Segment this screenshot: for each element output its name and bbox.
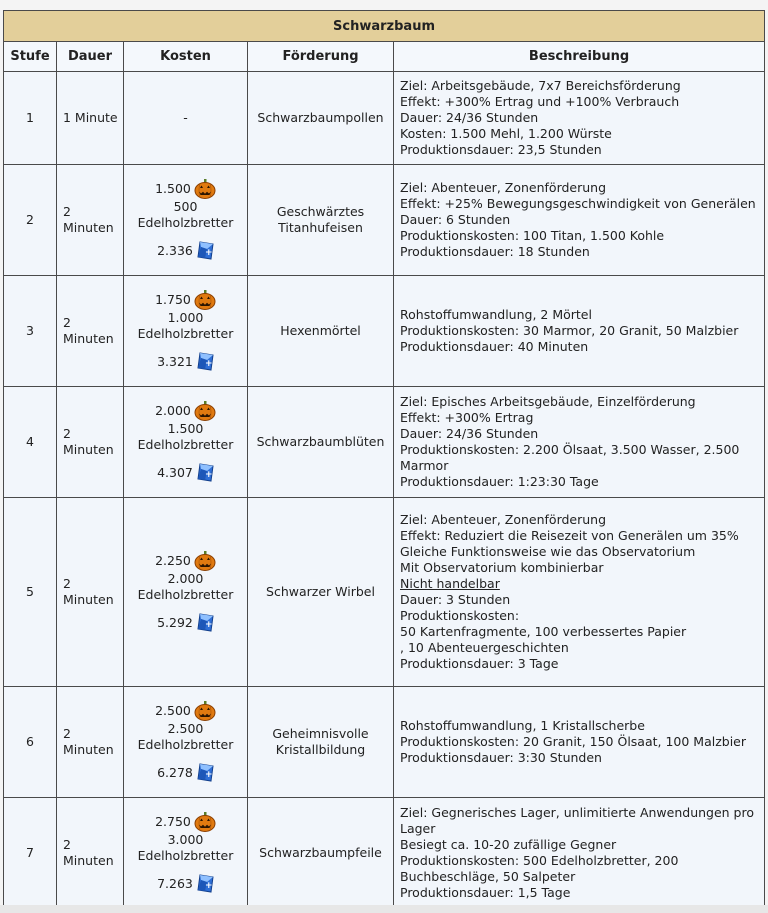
description-line: Ziel: Arbeitsgebäude, 7x7 Bereichsförderung — [400, 78, 681, 93]
svg-text:+: + — [204, 359, 213, 369]
kosten-list — [125, 697, 246, 787]
description-line: Besiegt ca. 10-20 zufällige Gegner — [400, 837, 617, 852]
pumpkin-icon — [194, 551, 216, 571]
pumpkin-amount: 2.250 — [155, 553, 191, 568]
description-line: Mit Observatorium kombinierbar — [400, 560, 604, 575]
description-line: Ziel: Abenteuer, Zonenförderung — [400, 180, 607, 195]
description-line: Produktionskosten: 500 Edelholzbretter, 200 Buchbeschläge, 50 Salpeter — [400, 853, 683, 884]
header-dauer: Dauer — [57, 42, 124, 72]
description-line: Rohstoffumwandlung, 2 Mörtel — [400, 307, 592, 322]
header-stufe: Stufe — [4, 42, 57, 72]
kosten-list — [125, 175, 246, 265]
description-line: Effekt: +300% Ertrag und +100% Verbrauch — [400, 94, 680, 109]
svg-text:+: + — [204, 248, 213, 258]
cell-dauer: 2 Minuten — [57, 687, 124, 798]
cell-stufe: 2 — [4, 165, 57, 276]
kosten-text: - — [183, 110, 188, 125]
pumpkin-cost — [125, 701, 246, 721]
description-line: , 10 Abenteuergeschichten — [400, 640, 569, 655]
table-row — [4, 498, 765, 687]
horizontal-scrollbar-track — [0, 905, 768, 913]
description-line: Dauer: 6 Stunden — [400, 212, 511, 227]
description-line: 50 Kartenfragmente, 100 verbessertes Papier — [400, 624, 687, 639]
description-line: Gleiche Funktionsweise wie das Observatorium — [400, 544, 696, 559]
cell-kosten — [124, 798, 248, 909]
description-line: Effekt: Reduziert die Reisezeit von Generälen um 35% — [400, 528, 739, 543]
gem-amount: 6.278 — [157, 765, 193, 780]
description-line: Effekt: +25% Bewegungsgeschwindigkeit von Generälen — [400, 196, 756, 211]
cell-foerderung: Geheimnisvolle Kristallbildung — [248, 687, 394, 798]
cost-spacer — [125, 864, 246, 874]
material-name: Edelholzbretter — [137, 848, 234, 863]
pumpkin-cost — [125, 551, 246, 571]
cell-beschreibung — [394, 798, 765, 909]
material-qty: 1.000 — [167, 310, 204, 325]
description-line: Ziel: Gegnerisches Lager, unlimitierte Anwendungen pro Lager — [400, 805, 758, 836]
svg-text:+: + — [204, 770, 213, 780]
description-line: Produktionskosten: 20 Granit, 150 Ölsaat, 100 Malzbier — [400, 734, 747, 749]
description-line: Produktionsdauer: 1:23:30 Tage — [400, 474, 599, 489]
cell-beschreibung — [394, 498, 765, 687]
gem-cost — [125, 352, 246, 372]
description-line: Dauer: 3 Stunden — [400, 592, 511, 607]
svg-text:+: + — [204, 470, 213, 480]
gem-cost — [125, 763, 246, 783]
cell-dauer: 1 Minute — [57, 72, 124, 165]
header-kosten: Kosten — [124, 42, 248, 72]
nicht-handelbar-link[interactable]: Nicht handelbar — [400, 576, 500, 591]
gem-icon — [196, 763, 214, 783]
gem-amount: 2.336 — [157, 243, 193, 258]
schwarzbaum-table — [3, 10, 765, 909]
table-row — [4, 798, 765, 909]
material-qty: 500 — [173, 199, 198, 214]
table-row — [4, 72, 765, 165]
description-line: Produktionsdauer: 3:30 Stunden — [400, 750, 602, 765]
cell-dauer: 2 Minuten — [57, 798, 124, 909]
description-line: Produktionskosten: 100 Titan, 1.500 Kohle — [400, 228, 665, 243]
cell-kosten — [124, 72, 248, 165]
cell-kosten — [124, 276, 248, 387]
cost-spacer — [125, 753, 246, 763]
pumpkin-amount: 2.000 — [155, 403, 191, 418]
cell-foerderung: Schwarzbaumpollen — [248, 72, 394, 165]
table-row — [4, 687, 765, 798]
cell-beschreibung — [394, 387, 765, 498]
cell-beschreibung — [394, 72, 765, 165]
table-row — [4, 276, 765, 387]
pumpkin-cost — [125, 290, 246, 310]
description-line: Rohstoffumwandlung, 1 Kristallscherbe — [400, 718, 645, 733]
pumpkin-cost — [125, 179, 246, 199]
material-qty: 3.000 — [167, 832, 204, 847]
header-foerderung: Förderung — [248, 42, 394, 72]
material-qty: 2.000 — [167, 571, 204, 586]
description-line: Dauer: 24/36 Stunden — [400, 110, 539, 125]
pumpkin-cost — [125, 401, 246, 421]
description-line: Produktionskosten: 30 Marmor, 20 Granit, 50 Malzbier — [400, 323, 739, 338]
description-line: Produktionsdauer: 3 Tage — [400, 656, 559, 671]
description-line: Produktionsdauer: 23,5 Stunden — [400, 142, 602, 157]
kosten-list — [125, 286, 246, 376]
pumpkin-amount: 1.500 — [155, 181, 191, 196]
cell-stufe: 3 — [4, 276, 57, 387]
kosten-list — [125, 547, 246, 637]
gem-icon — [196, 613, 214, 633]
gem-icon — [196, 463, 214, 483]
cost-spacer — [125, 231, 246, 241]
cell-kosten — [124, 165, 248, 276]
cell-stufe: 1 — [4, 72, 57, 165]
gem-cost — [125, 463, 246, 483]
description-line: Ziel: Episches Arbeitsgebäude, Einzelförderung — [400, 394, 696, 409]
svg-text:+: + — [204, 881, 213, 891]
cell-foerderung: Schwarzbaumblüten — [248, 387, 394, 498]
cost-spacer — [125, 453, 246, 463]
cell-foerderung: Schwarzer Wirbel — [248, 498, 394, 687]
gem-icon — [196, 352, 214, 372]
cell-kosten — [124, 387, 248, 498]
cell-dauer: 2 Minuten — [57, 165, 124, 276]
pumpkin-icon — [194, 401, 216, 421]
cost-spacer — [125, 603, 246, 613]
material-name: Edelholzbretter — [137, 737, 234, 752]
pumpkin-amount: 2.500 — [155, 703, 191, 718]
table-row — [4, 165, 765, 276]
header-beschreibung: Beschreibung — [394, 42, 765, 72]
cost-spacer — [125, 342, 246, 352]
gem-icon — [196, 874, 214, 894]
gem-cost — [125, 874, 246, 894]
cell-kosten — [124, 498, 248, 687]
cell-dauer: 2 Minuten — [57, 387, 124, 498]
description-line: Kosten: 1.500 Mehl, 1.200 Würste — [400, 126, 612, 141]
svg-text:+: + — [204, 620, 213, 630]
gem-amount: 7.263 — [157, 876, 193, 891]
cell-beschreibung — [394, 687, 765, 798]
table-title: Schwarzbaum — [4, 11, 765, 42]
pumpkin-amount: 2.750 — [155, 814, 191, 829]
material-qty: 2.500 — [167, 721, 204, 736]
cell-foerderung: Geschwärztes Titanhufeisen — [248, 165, 394, 276]
description-line: Produktionsdauer: 40 Minuten — [400, 339, 589, 354]
material-name: Edelholzbretter — [137, 437, 234, 452]
cell-foerderung: Schwarzbaumpfeile — [248, 798, 394, 909]
kosten-list — [125, 808, 246, 898]
gem-cost — [125, 241, 246, 261]
gem-amount: 3.321 — [157, 354, 193, 369]
gem-icon — [196, 241, 214, 261]
description-line: Produktionsdauer: 18 Stunden — [400, 244, 590, 259]
material-name: Edelholzbretter — [137, 326, 234, 341]
description-line: Produktionskosten: 2.200 Ölsaat, 3.500 Wasser, 2.500 Marmor — [400, 442, 744, 473]
gem-cost — [125, 613, 246, 633]
pumpkin-cost — [125, 812, 246, 832]
description-line: Produktionsdauer: 1,5 Tage — [400, 885, 571, 900]
pumpkin-icon — [194, 701, 216, 721]
description-line: Dauer: 24/36 Stunden — [400, 426, 539, 441]
pumpkin-icon — [194, 179, 216, 199]
material-name: Edelholzbretter — [137, 215, 234, 230]
cell-foerderung: Hexenmörtel — [248, 276, 394, 387]
cell-stufe: 4 — [4, 387, 57, 498]
description-line: Ziel: Abenteuer, Zonenförderung — [400, 512, 607, 527]
pumpkin-icon — [194, 812, 216, 832]
cell-stufe: 7 — [4, 798, 57, 909]
description-line: Produktionskosten: — [400, 608, 520, 623]
cell-stufe: 5 — [4, 498, 57, 687]
kosten-list — [125, 397, 246, 487]
cell-stufe: 6 — [4, 687, 57, 798]
cell-kosten — [124, 687, 248, 798]
material-name: Edelholzbretter — [137, 587, 234, 602]
cell-dauer: 2 Minuten — [57, 498, 124, 687]
pumpkin-icon — [194, 290, 216, 310]
gem-amount: 4.307 — [157, 465, 193, 480]
cell-beschreibung — [394, 165, 765, 276]
pumpkin-amount: 1.750 — [155, 292, 191, 307]
description-line: Effekt: +300% Ertrag — [400, 410, 534, 425]
cell-beschreibung — [394, 276, 765, 387]
cell-dauer: 2 Minuten — [57, 276, 124, 387]
table-row — [4, 387, 765, 498]
material-qty: 1.500 — [167, 421, 204, 436]
gem-amount: 5.292 — [157, 615, 193, 630]
